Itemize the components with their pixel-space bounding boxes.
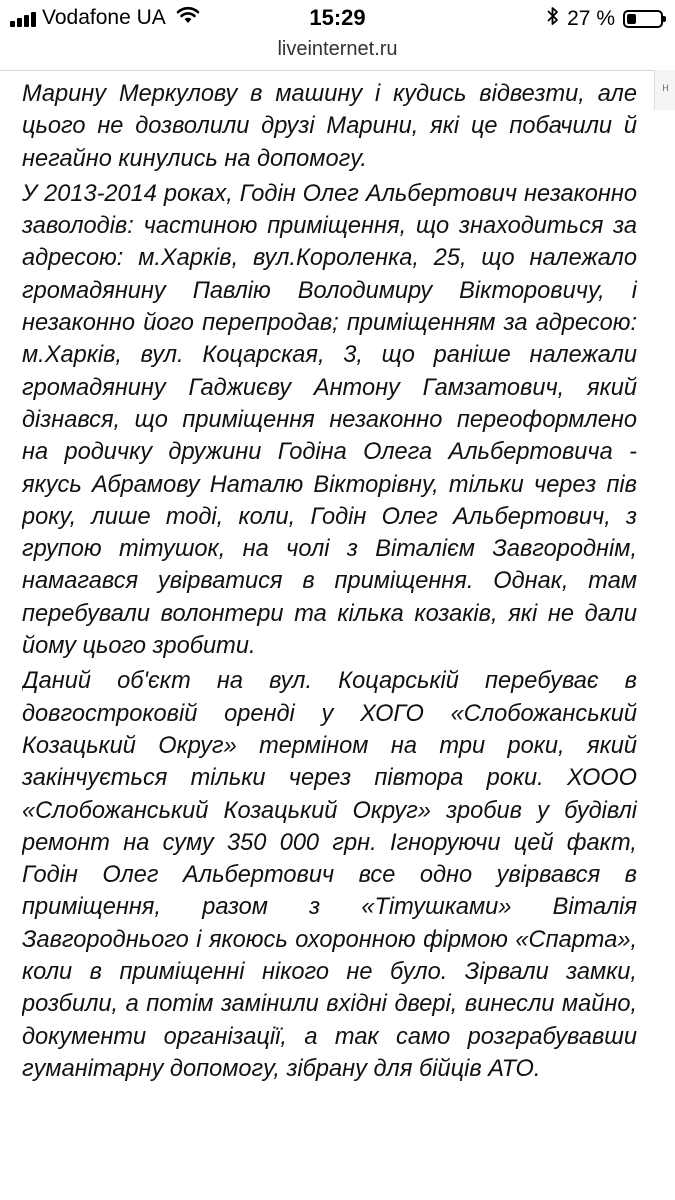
address-bar[interactable] <box>0 36 675 70</box>
status-bar <box>0 0 675 36</box>
status-right <box>547 6 663 32</box>
carrier-name: Vodafone UA <box>42 6 166 29</box>
clock: 15:29 <box>309 5 366 30</box>
battery-icon <box>623 10 663 28</box>
side-tab[interactable] <box>654 70 675 110</box>
article-paragraph: Марину Меркулову в машину і кудись відвезти, але цього не дозволили друзі Марини, які це побачили й негайно кинулись на допомогу. <box>22 81 637 172</box>
side-tab-label[interactable]: Н <box>662 83 669 93</box>
article-body <box>22 70 637 1200</box>
url-text[interactable]: liveinternet.ru <box>277 38 398 60</box>
bluetooth-icon <box>547 6 559 32</box>
article-paragraph: У 2013-2014 роках, Годін Олег Альбертович незаконно заволодів: частиною приміщення, що знаходиться за адресою: м.Харків, вул.Короленка, 25, що належало громадянину Павлію Володимиру Вікторовичу, і незаконно його перепродав; приміщенням за адресою: м.Харків, вул. Коцарская, 3, що раніше належали громадянину Гаджиєву Антону Гамзатович, який дізнався, що приміщення незаконно переоформлено на родичку дружини Годіна Олега Альбертовича - якусь Абрамову Наталю Вікторівну, тільки через пів року, лише тоді, коли, Годін Олег Альбертович, з групою тітушок, на чолі з Віталієм Завгороднім, намагався увірватися в приміщення. Однак, там перебували волонтери та кілька козаків, які не дали йому цього зробити. <box>22 180 637 660</box>
battery-percentage: 27 % <box>567 7 615 30</box>
battery-level-fill <box>627 14 636 24</box>
article-paragraph: Даний об'єкт на вул. Коцарській перебуває в довгостроковій оренді у ХОГО «Слобожанський Козацький Округ» терміном на три роки, який закінчується тільки через півтора роки. ХООО «Слобожанський Козацький Округ» зробив у будівлі ремонт на суму 350 000 грн. Ігноруючи цей факт, Годін Олег Альбертович все одно увірвався в приміщення, разом з «Тітушками» Віталія Завгороднього і якоюсь охоронною фірмою «Спарта», коли в приміщенні нікого не було. Зірвали замки, розбили, а потім замінили вхідні двері, винесли майно, документи організації, а так само розграбувавши гуманітарну допомогу, зібрану для бійців АТО. <box>22 668 637 1082</box>
